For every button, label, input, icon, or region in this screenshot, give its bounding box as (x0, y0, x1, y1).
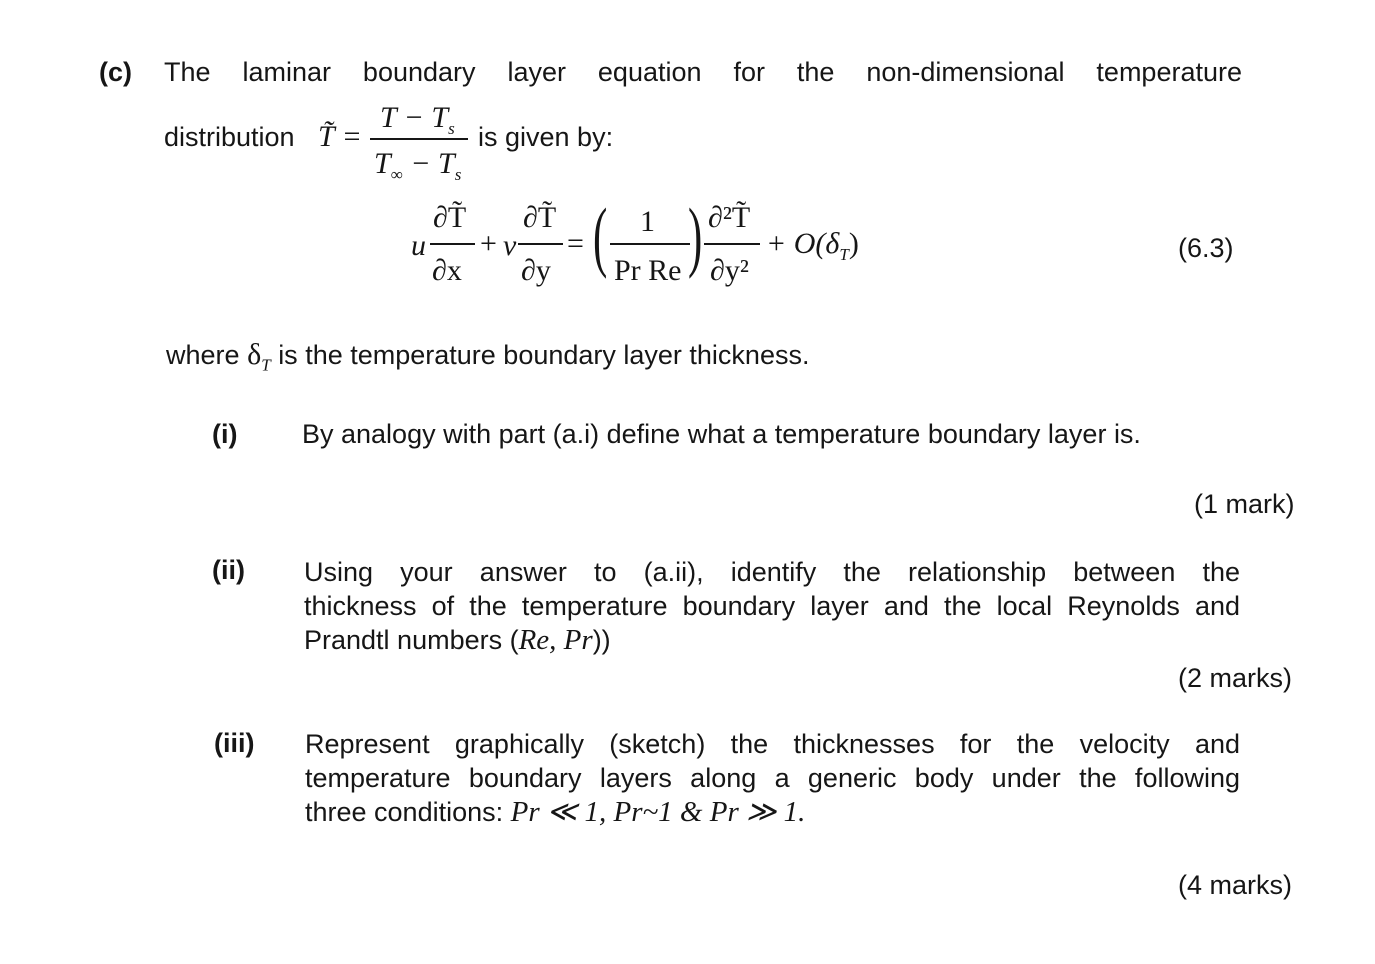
eq-frac3-bar (610, 243, 690, 245)
where-suffix: is the temperature boundary layer thickness. (278, 340, 810, 370)
eq-dy2: ∂y² (710, 254, 749, 287)
delta-sub: T (261, 355, 271, 375)
question-ii-marks: (2 marks) (1178, 663, 1292, 693)
eq-equals: = (567, 227, 584, 260)
eq-frac2-bar (518, 243, 563, 245)
eq-close-paren: ) (688, 192, 703, 279)
eq-dy: ∂y (521, 254, 551, 287)
question-i-marks: (1 mark) (1194, 489, 1295, 519)
question-ii-label: (ii) (212, 555, 245, 585)
definition-denominator-mid: − T (402, 147, 455, 180)
eq-dx: ∂x (432, 254, 462, 287)
question-i-line-1: By analogy with part (a.i) define what a temperature boundary layer is. (302, 419, 1141, 449)
question-iii-line-1: Represent graphically (sketch) the thicknesses for the velocity and (305, 729, 1240, 759)
delta-symbol: δ (247, 338, 262, 371)
definition-numerator-sub: s (448, 119, 455, 138)
definition-numerator-text: T − T (380, 101, 449, 134)
question-ii-line-3-text: Prandtl numbers ( (304, 625, 519, 655)
question-ii-math: Re, Pr (518, 624, 593, 656)
eq-frac1-bar (430, 243, 475, 245)
where-prefix: where (166, 340, 240, 370)
question-ii-line-1: Using your answer to (a.ii), identify the relationship between the (304, 557, 1240, 587)
question-iii-line-2: temperature boundary layers along a generic body under the following (305, 763, 1240, 793)
eq-one: 1 (640, 205, 655, 238)
question-iii-math: Pr ≪ 1, Pr~1 & Pr ≫ 1. (510, 796, 806, 828)
definition-denominator-sub1: ∞ (390, 165, 403, 184)
definition-lhs-text: T̃ = (318, 120, 362, 153)
definition-lhs (318, 121, 362, 153)
eq-v: v (503, 229, 517, 262)
eq-dT2: ∂T̃ (523, 201, 557, 234)
eq-frac4-bar (704, 243, 760, 245)
question-iii-line-3-text: three conditions: (305, 797, 511, 827)
where-line (166, 339, 809, 381)
question-iii-line-3 (305, 796, 805, 828)
question-iii-marks: (4 marks) (1178, 870, 1292, 900)
eq-u: u (411, 229, 426, 262)
eq-order-sub: T (839, 245, 849, 264)
eq-dT1: ∂T̃ (433, 201, 467, 234)
eq-number: (6.3) (1178, 233, 1234, 263)
question-i-label: (i) (212, 419, 238, 449)
question-iii-label: (iii) (214, 728, 255, 758)
eq-plus1: + (480, 227, 497, 260)
definition-denominator-sub2: s (454, 165, 462, 184)
definition-fraction-bar (370, 138, 468, 140)
question-ii-line-3-end: )) (592, 625, 611, 655)
definition-denominator-text: T (374, 147, 391, 180)
intro-line-2-start: distribution (164, 122, 295, 152)
intro-line-2-end: is given by: (478, 122, 614, 152)
intro-line-1: The laminar boundary layer equation for the non-dimensional temperature (164, 57, 1242, 87)
eq-prre: Pr Re (614, 254, 682, 287)
question-ii-line-2: thickness of the temperature boundary layer and the local Reynolds and (304, 591, 1240, 621)
eq-order (766, 228, 859, 271)
question-ii-line-3 (304, 624, 611, 656)
definition-denominator (374, 148, 461, 191)
eq-d2T: ∂²T̃ (708, 201, 751, 234)
eq-order-close: ) (848, 227, 859, 260)
part-c-label: (c) (99, 57, 132, 87)
eq-open-paren: ( (593, 192, 608, 279)
eq-order-text: + O(δ (766, 227, 840, 260)
